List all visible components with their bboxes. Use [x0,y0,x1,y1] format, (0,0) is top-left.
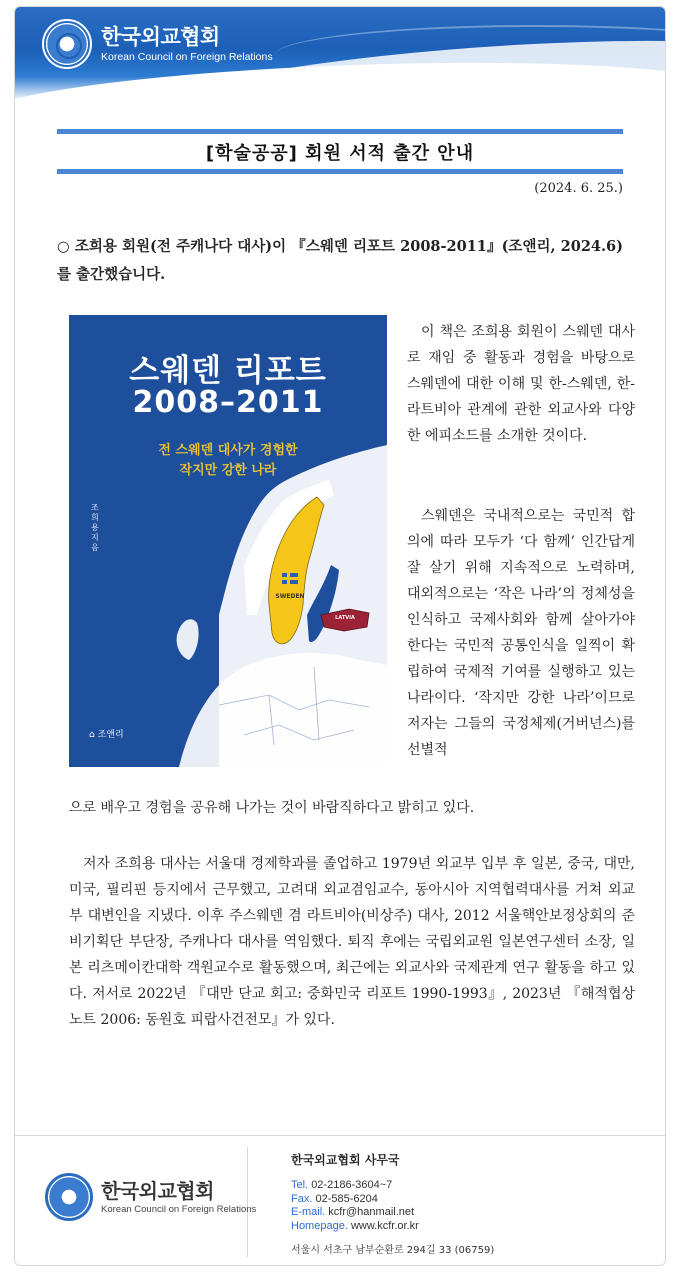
footer-org-name-ko: 한국외교협회 [101,1179,214,1203]
cover-publisher-name: 조앤리 [97,730,124,740]
title-rule-top [57,129,623,134]
fax-label: Fax. [291,1192,313,1205]
email-label: E-mail. [291,1206,326,1218]
sweden-flag-cross-h [282,577,298,580]
org-name-en: Korean Council on Foreign Relations [101,51,273,63]
newsletter-frame [14,6,666,1266]
footer-fax-row [291,1193,419,1207]
tel-label: Tel. [291,1179,309,1191]
footer-email-row [291,1206,419,1220]
publisher-logo-icon: ⌂ [89,730,98,740]
cover-years: 2008–2011 [132,385,324,420]
header-banner [15,7,665,99]
body-paragraph-2: 스웨덴은 국내적으로는 국민적 합의에 따라 모두가 ‘다 함께’ 인간답게 잘 살기 위해 지속적으로 노력하며, 대외적으로는 ‘작은 나라’의 정체성을 인식하고 국제사회와 함께 살아가야 한다는 국민적 공통인식을 일찍이 확립하여 국제적 기여를 실행하고 있는 나라이다. ‘작지만 강한 나라’이므로 저자는 그들의 국정체제(거버넌스)를 선별적 [407,508,635,758]
footer-emblem-icon [45,1173,93,1221]
footer-org-name-en: Korean Council on Foreign Relations [101,1204,257,1215]
homepage-link[interactable]: www.kcfr.or.kr [350,1219,419,1232]
footer-tel-row [291,1179,419,1193]
org-name-ko: 한국외교협회 [101,25,220,49]
map-land-uk [177,619,199,660]
cover-subtitle-line2: 작지만 강한 나라 [179,463,277,478]
org-emblem-icon [42,19,92,69]
cover-publisher [89,727,124,740]
footer-vertical-divider [247,1147,248,1257]
body-paragraph-1: 이 책은 조희용 회원이 스웨덴 대사로 재임 중 활동과 경험을 바탕으로 스웨덴에 대한 이해 및 한-스웨덴, 한-라트비아 관계에 관한 외교사와 다양한 에피소드를 소개한 것이다. [407,324,635,444]
body-paragraph-3: 저자 조희용 대사는 서울대 경제학과를 졸업하고 1979년 외교부 입부 후 일본, 중국, 대만, 미국, 필리핀 등지에서 근무했고, 고려대 외교겸임교수, 동아시아 지역협력대사를 거쳐 외교부 대변인을 지냈다. 이후 주스웨덴 겸 라트비아(비상주) 대사, 2012 서울핵안보정상회의 준비기획단 부단장, 주캐나다 대사를 역임했다. 퇴직 후에는 국립외교원 일본연구센터 소장, 일본 리츠메이칸대학 객원교수로 활동했으며, 최근에는 외교사와 국제관계 연구 활동을 하고 있다. 저서로 2022년 『대만 단교 회고: 중화민국 리포트 1990-1993』, 2023년 『해적협상노트 2006: 동원호 피랍사건전모』가 있다. [69,856,635,1028]
map-label-latvia: LATVIA [335,615,355,621]
map-label-sweden: SWEDEN [275,593,305,600]
footer-office: 한국외교협회 사무국 [291,1153,400,1167]
footer-divider [15,1135,665,1136]
cover-title: 스웨덴 리포트 [129,353,327,389]
footer-address: 서울시 서초구 남부순환로 294길 33 (06759) [291,1245,495,1256]
book-cover-image [69,315,387,767]
email-link[interactable]: kcfr@hanmail.net [328,1206,415,1218]
cover-author: 조희용 지음 [91,503,99,552]
lead-paragraph: ○ 조희용 회원(전 주캐나다 대사)이 『스웨덴 리포트 2008-2011』(조앤리, 2024.6)를 출간했습니다. [57,238,623,283]
fax-value: 02-585-6204 [315,1192,378,1205]
body-paragraph-2-tail: 으로 배우고 경험을 공유해 나가는 것이 바람직하다고 밝히고 있다. [69,800,475,816]
footer-homepage-row [291,1220,419,1234]
homepage-label: Homepage. [291,1219,348,1232]
tel-value: 02-2186-3604~7 [311,1179,393,1191]
map-land-south [179,653,387,767]
cover-subtitle-line1: 전 스웨덴 대사가 경험한 [158,443,298,458]
notice-date: (2024. 6. 25.) [534,181,623,196]
footer-contacts [291,1179,419,1233]
page-title: [학술공공] 회원 서적 출간 안내 [205,143,475,164]
title-rule-bottom [57,169,623,174]
